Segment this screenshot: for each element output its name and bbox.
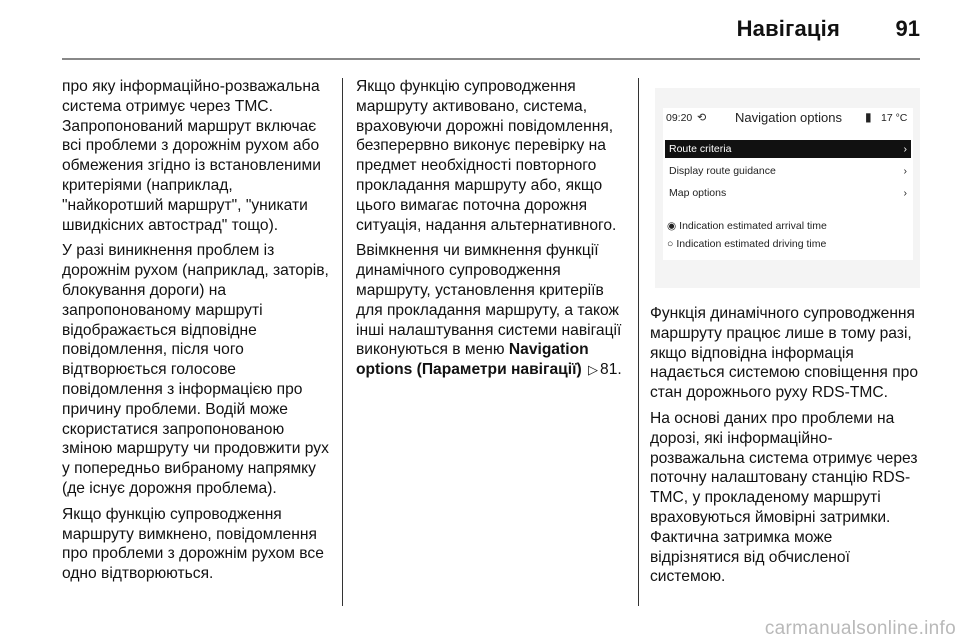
page-number: 91 — [895, 16, 920, 41]
column-3 — [650, 304, 922, 593]
option-arrival-time[interactable] — [667, 220, 827, 232]
menu-item-map-options[interactable] — [665, 184, 911, 202]
page-reference-arrow-icon: ▷ — [588, 362, 599, 378]
paragraph: У разі виникнення проблем із дорожнім рухом (наприклад, заторів, блокування дороги) на запропонованому маршруті відображається відповідне повідомлення, після чого відтворюється голосове повідомлення з інформацією про причину проблеми. Водій може скористатися запропонованою зміною маршруту чи продовжити рух у попередньо вибраному напрямку (де існує дорожня проблема). — [62, 242, 329, 497]
phone-icon: ▮ — [865, 110, 872, 124]
temperature: 17 °C — [881, 112, 908, 124]
clock: 09:20 — [666, 112, 693, 124]
column-divider — [638, 78, 639, 606]
menu-reference: Navigation options (Параметри навігації) — [356, 341, 589, 379]
chevron-right-icon: › — [903, 187, 907, 199]
page-reference: 81. — [600, 361, 622, 379]
watermark: carmanualsonline.info — [764, 618, 956, 639]
navigation-options-screen — [663, 108, 913, 260]
paragraph: На основі даних про проблеми на дорозі, які інформаційно-розважальна система отримує через поточну налаштовану станцію RDS-TMC, у прокладеному маршруті враховуються ймовірні затримки. Фактична затримка може відрізнятися від обчисленої системою. — [650, 409, 918, 586]
screen-title: Navigation options — [735, 110, 842, 125]
column-1 — [62, 77, 338, 590]
chevron-right-icon: › — [903, 165, 907, 177]
paragraph-text: Ввімкнення чи вимкнення функції динамічного супроводження маршруту, установлення критеріїв для прокладання маршруту, а також інші налаштування системи навігації виконуються в меню — [356, 242, 622, 359]
menu-item-label: Route criteria — [669, 143, 732, 155]
paragraph: Якщо функцію супроводження маршруту вимкнено, повідомлення про проблеми з дорожнім рухом все одно відтворюються. — [62, 505, 324, 583]
option-label: Indication estimated driving time — [676, 238, 827, 250]
option-label: Indication estimated arrival time — [679, 220, 827, 232]
column-divider — [342, 78, 343, 606]
radio-unchecked-icon: ○ — [667, 238, 674, 250]
paragraph: Функція динамічного супроводження маршруту працює лише в тому разі, якщо відповідна інформація надається системою сповіщення про стан дорожнього руху RDS-TMC. — [650, 305, 918, 402]
option-driving-time[interactable] — [667, 238, 826, 250]
section-title: Навігація — [736, 16, 840, 41]
navigation-screen-figure — [655, 88, 920, 288]
chevron-right-icon: › — [903, 143, 907, 155]
menu-item-display-route-guidance[interactable] — [665, 162, 911, 180]
paragraph: про яку інформаційно-розважальна система отримує через TMC. Запропонований маршрут включає всі проблеми з дорожнім рухом або обмежения згідно із встановленими критеріями (наприклад, "найкоротший маршрут", "уникати швидкісних автострад" тощо). — [62, 78, 321, 234]
menu-item-label: Display route guidance — [669, 165, 776, 177]
paragraph: Якщо функцію супроводження маршруту активовано, система, враховуючи дорожні повідомлення, безперервно виконує перевірку на предмет необхідності повторного прокладання маршруту або, якщо цього вимагає поточна дорожня ситуація, надання альтернативного. — [356, 78, 617, 234]
header-divider — [62, 58, 920, 60]
navigation-icon: ⟲ — [697, 112, 707, 124]
column-2 — [356, 77, 628, 386]
paragraph — [356, 241, 628, 380]
radio-checked-icon: ◉ — [667, 220, 677, 232]
menu-item-label: Map options — [669, 187, 727, 199]
menu-item-route-criteria[interactable] — [665, 140, 911, 158]
